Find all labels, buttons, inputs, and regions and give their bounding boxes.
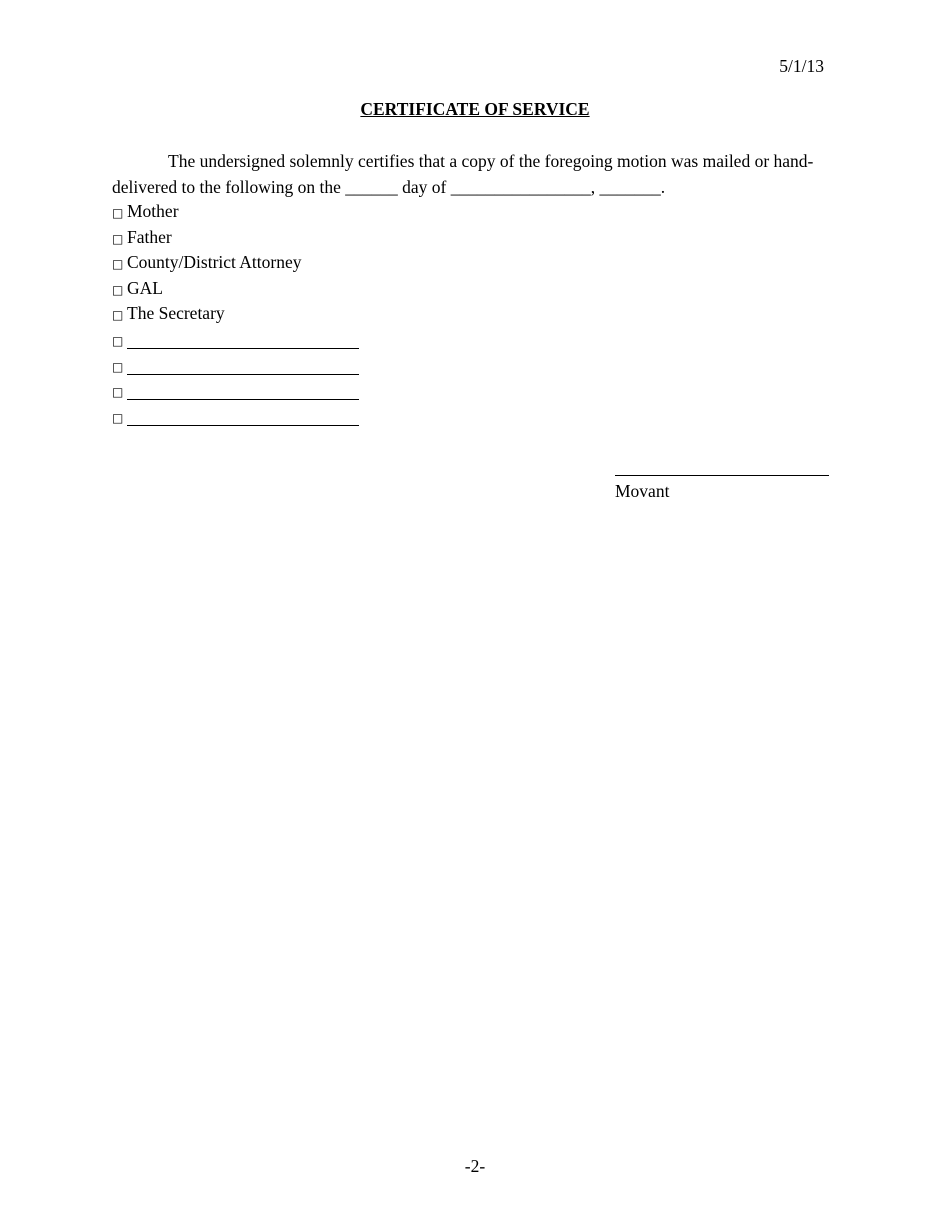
document-date: 5/1/13 <box>779 56 824 76</box>
recipient-blank-line[interactable] <box>127 330 359 349</box>
recipient-item-mother[interactable] <box>112 199 359 225</box>
recipient-item-blank-3[interactable] <box>112 378 359 404</box>
checkbox-icon[interactable]: □ <box>112 257 124 272</box>
recipient-label: The Secretary <box>127 303 225 324</box>
recipient-item-blank-1[interactable] <box>112 327 359 353</box>
checkbox-icon[interactable]: □ <box>112 231 124 246</box>
recipient-list <box>112 199 359 429</box>
checkbox-icon[interactable]: □ <box>112 359 124 374</box>
recipient-item-blank-2[interactable] <box>112 353 359 379</box>
recipient-blank-line[interactable] <box>127 356 359 375</box>
signature-label: Movant <box>615 481 670 501</box>
recipient-blank-line[interactable] <box>127 407 359 426</box>
recipient-label: County/District Attorney <box>127 252 302 273</box>
checkbox-icon[interactable]: □ <box>112 206 124 220</box>
recipient-item-gal[interactable] <box>112 276 359 302</box>
checkbox-icon[interactable]: □ <box>112 308 124 323</box>
checkbox-icon[interactable]: □ <box>112 333 124 348</box>
recipient-item-county-district-attorney[interactable] <box>112 250 359 276</box>
recipient-label: Father <box>127 226 172 247</box>
page-number: -2- <box>464 1156 486 1176</box>
checkbox-icon[interactable]: □ <box>112 385 124 400</box>
certification-paragraph: The undersigned solemnly certifies that a copy of the foregoing motion was mailed or hand-delivered to the following on the ______ day of ________________, _______. <box>112 151 814 197</box>
recipient-blank-line[interactable] <box>127 381 359 400</box>
recipient-item-the-secretary[interactable] <box>112 301 359 327</box>
checkbox-icon[interactable]: □ <box>112 282 124 297</box>
recipient-label: Mother <box>127 201 179 221</box>
document-title: CERTIFICATE OF SERVICE <box>360 99 590 119</box>
recipient-label: GAL <box>127 277 163 298</box>
signature-block <box>615 455 829 501</box>
signature-line[interactable] <box>615 455 829 476</box>
checkbox-icon[interactable]: □ <box>112 410 124 425</box>
recipient-item-blank-4[interactable] <box>112 404 359 430</box>
recipient-item-father[interactable] <box>112 225 359 251</box>
